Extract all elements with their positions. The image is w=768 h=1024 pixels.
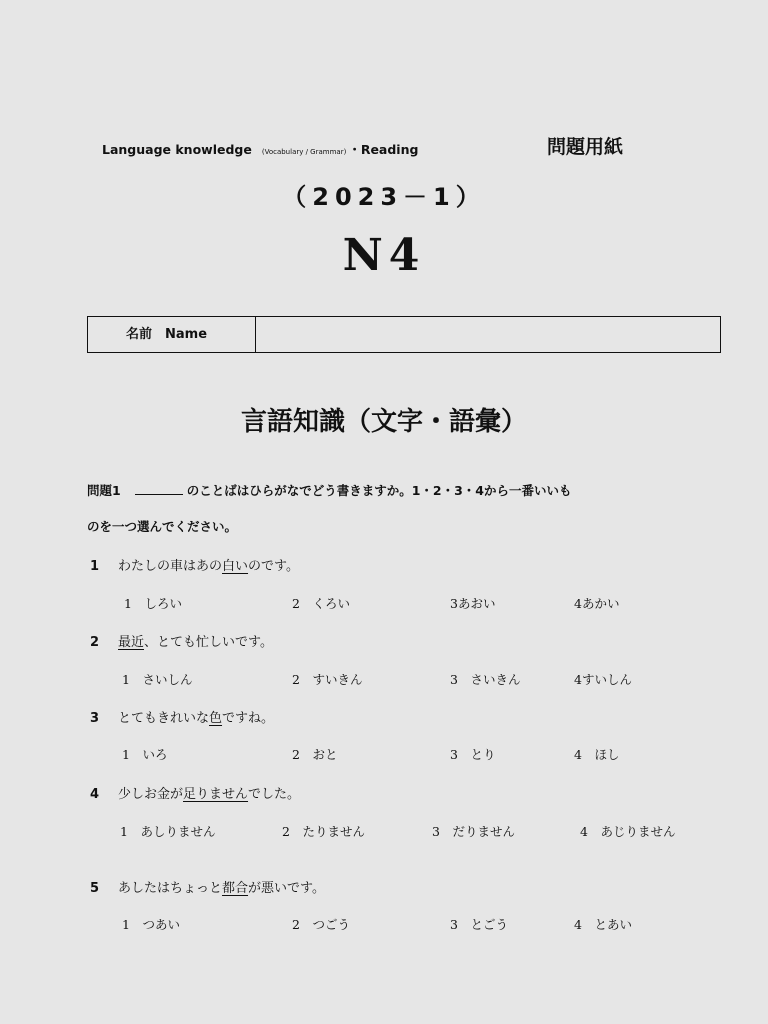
question-number: 4 [90, 787, 100, 802]
question-text-pre: あしたはちょっと [118, 881, 223, 896]
exam-level: N4 [342, 230, 426, 281]
question-text-post: が悪いです。 [248, 881, 325, 896]
instruction-line-2: のを一つ選んでください。 [87, 519, 238, 534]
header-subject-tail: ・Reading [348, 142, 419, 157]
name-box [87, 316, 721, 353]
question-number: 1 [90, 559, 100, 574]
exam-session: （2023－1） [282, 183, 486, 211]
q4-option-1[interactable]: 1 あしりません [120, 824, 216, 839]
name-field[interactable] [256, 317, 720, 352]
header-subject [102, 140, 418, 158]
instruction-blank [135, 482, 183, 495]
question-text-post: のです。 [248, 559, 299, 574]
q3-option-4[interactable]: 4 ほし [574, 747, 620, 762]
question-text-pre: 少しお金が [118, 787, 184, 802]
instruction-text-1: のことばはひらがなでどう書きますか。1・2・3・4から一番いいも [186, 483, 572, 498]
q5-option-1[interactable]: 1 つあい [122, 917, 180, 932]
question-target-word: 白い [222, 559, 249, 574]
q1-option-3[interactable]: 3あおい [450, 596, 496, 611]
q2-option-2[interactable]: 2 すいきん [292, 672, 363, 687]
question-text-post: 、とても忙しいです。 [144, 635, 273, 650]
q3-option-1[interactable]: 1 いろ [122, 747, 168, 762]
section-title: 言語知識（文字・語彙） [240, 407, 527, 437]
question-text-post: ですね。 [222, 711, 275, 726]
q3-option-2[interactable]: 2 おと [292, 747, 338, 762]
question-text-pre: とてもきれいな [118, 711, 210, 726]
header-subject-small: (Vocabulary / Grammar) [261, 148, 347, 156]
instruction-line-1 [87, 481, 572, 499]
header-paper-type: 問題用紙 [547, 136, 624, 158]
q2-option-4[interactable]: 4すいしん [574, 672, 632, 687]
question-text-pre: わたしの車はあの [118, 559, 223, 574]
q5-option-3[interactable]: 3 とごう [450, 917, 508, 932]
q4-option-3[interactable]: 3 だりません [432, 824, 515, 839]
question-target-word: 色 [209, 711, 223, 726]
question-1 [90, 555, 299, 574]
question-5 [90, 877, 325, 896]
question-target-word: 都合 [222, 881, 249, 896]
q1-option-1[interactable]: 1 しろい [124, 596, 182, 611]
question-text-post: でした。 [248, 787, 301, 802]
q4-option-2[interactable]: 2 たりません [282, 824, 365, 839]
question-number: 5 [90, 881, 100, 896]
q4-option-4[interactable]: 4 あじりません [580, 824, 676, 839]
q1-option-4[interactable]: 4あかい [574, 596, 620, 611]
question-number: 3 [90, 711, 100, 726]
question-2 [90, 631, 273, 650]
q5-option-2[interactable]: 2 つごう [292, 917, 350, 932]
question-3 [90, 707, 274, 726]
question-target-word: 最近 [118, 635, 145, 650]
instruction-label: 問題1 [87, 483, 121, 498]
q3-option-3[interactable]: 3 とり [450, 747, 496, 762]
q2-option-3[interactable]: 3 さいきん [450, 672, 521, 687]
question-number: 2 [90, 635, 100, 650]
name-label: 名前 Name [88, 317, 256, 352]
question-target-word: 足りません [183, 787, 249, 802]
q1-option-2[interactable]: 2 くろい [292, 596, 350, 611]
header-subject-main: Language knowledge [102, 142, 252, 157]
q2-option-1[interactable]: 1 さいしん [122, 672, 193, 687]
q5-option-4[interactable]: 4 とあい [574, 917, 632, 932]
question-4 [90, 783, 300, 802]
